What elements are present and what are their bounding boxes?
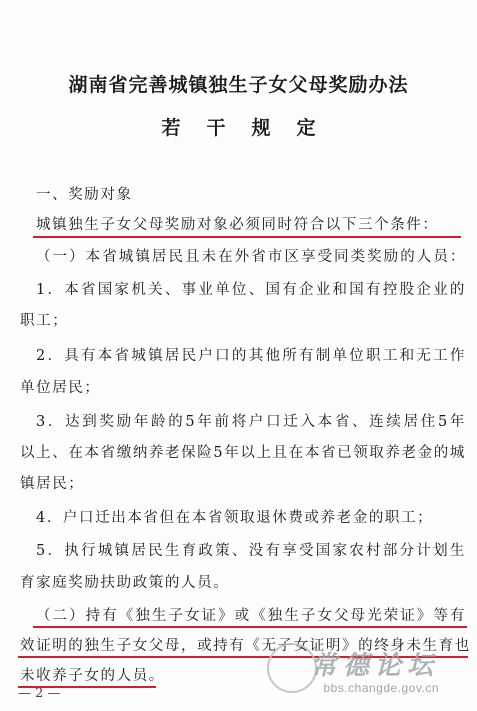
paragraph-line: 2．具有本省城镇居民户口的其他所有制单位职工和无工作 <box>36 348 466 364</box>
paragraph-line: 5．执行城镇居民生育政策、没有享受国家农村部分计划生 <box>36 543 466 559</box>
forum-seal-icon <box>267 643 317 693</box>
red-underline <box>33 626 467 628</box>
watermark <box>267 641 457 701</box>
red-underline <box>33 236 461 238</box>
watermark-url: bbs.changde.gov.cn <box>323 681 439 695</box>
document-title: 湖南省完善城镇独生子女父母奖励办法 <box>68 74 409 96</box>
page-number: — 2 — <box>18 686 61 701</box>
paragraph-line: 镇居民； <box>20 476 85 492</box>
document-subtitle: 若干规定 <box>161 117 342 139</box>
paragraph-line: 3．达到奖励年龄的5年前将户口迁入本省、连续居住5年 <box>36 414 466 430</box>
paragraph-line: （一）本省城镇居民且未在外省市区享受同类奖励的人员： <box>36 249 466 265</box>
section-heading: 一、奖励对象 <box>36 187 133 203</box>
paragraph-line: 效证明的独生子女父母，或持有《无子女证明》的终身未生育也 <box>20 638 471 654</box>
paragraph-line: 4．户口迁出本省但在本省领取退休费或养老金的职工； <box>36 510 434 526</box>
paragraph-line: 1．本省国家机关、事业单位、国有企业和国有控股企业的 <box>36 282 466 298</box>
paragraph-line: 未收养子女的人员。 <box>20 668 165 684</box>
watermark-brand: 常德论坛 <box>310 651 439 681</box>
paragraph-line: （二）持有《独生子女证》或《独生子女父母光荣证》等有 <box>36 608 466 624</box>
paragraph-line: 职工； <box>20 313 69 329</box>
paragraph-line: 育家庭奖励扶助政策的人员。 <box>20 575 230 591</box>
paragraph-line: 单位居民； <box>20 380 101 396</box>
paragraph-line: 以上、在本省缴纳养老保险5年以上且在本省已领取养老金的城 <box>20 445 466 461</box>
paragraph-line: 城镇独生子女父母奖励对象必须同时符合以下三个条件： <box>36 217 439 233</box>
